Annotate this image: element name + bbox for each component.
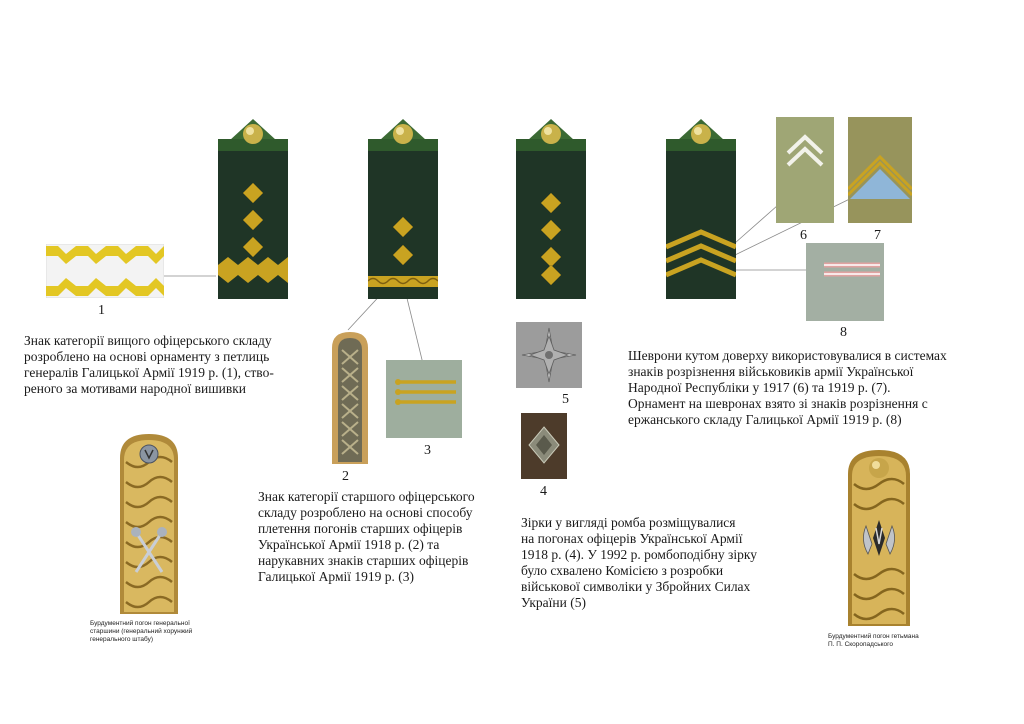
text-line: реного за мотивами народної вишивки xyxy=(24,381,246,396)
caption-right-line: Бурдументний погон гетьмана xyxy=(828,633,919,640)
text-stars xyxy=(521,515,781,611)
text-line: розроблено на основі орнаменту з петлиць xyxy=(24,349,270,364)
label-6: 6 xyxy=(800,228,807,243)
rhombus-star-4 xyxy=(521,413,567,479)
braided-board-general xyxy=(118,432,180,614)
shoulder-board-general xyxy=(218,117,288,299)
text-line: знаків розрізнення військовиків армії Української xyxy=(628,364,914,379)
shoulder-board-chevrons xyxy=(666,117,736,299)
text-line: плетення погонів старших офіцерів xyxy=(258,521,463,536)
text-line: нарукавних знаків старших офіцерів xyxy=(258,553,469,568)
chevron-patch-7 xyxy=(848,117,912,223)
text-line: 1918 р. (4). У 1992 р. ромбоподібну зірку xyxy=(521,547,757,562)
text-senior-general xyxy=(24,333,306,397)
shoulder-board-senior-officer xyxy=(368,117,438,299)
text-line: ержанського складу Галицької Армії 1919 р. (8) xyxy=(628,412,902,427)
text-line: Орнамент на шевронах взято зі знаків розрізнення с xyxy=(628,396,928,411)
text-line: військової символіки у Збройних Силах xyxy=(521,579,751,594)
label-1: 1 xyxy=(98,303,105,318)
label-2: 2 xyxy=(342,469,349,484)
sleeve-patch-3 xyxy=(386,360,462,438)
stripes-patch-8 xyxy=(806,243,884,321)
label-8: 8 xyxy=(840,325,847,340)
text-line: Народної Республіки у 1917 (6) та 1919 р. (7). xyxy=(628,380,891,395)
caption-right xyxy=(828,633,948,649)
label-3: 3 xyxy=(424,443,431,458)
text-line: Знак категорії вищого офіцерського складу xyxy=(24,333,272,348)
text-line: генералів Галицької Армії 1919 р. (1), ство- xyxy=(24,365,274,380)
shoulder-board-stars xyxy=(516,117,586,299)
text-line: Знак категорії старшого офіцерського xyxy=(258,489,475,504)
ornament-band-1 xyxy=(46,244,164,298)
text-chevrons xyxy=(628,348,982,428)
text-line: Шеврони кутом доверху використовувалися в системах xyxy=(628,348,947,363)
label-4: 4 xyxy=(540,484,547,499)
text-line: Зірки у вигляді ромба розміщувалися xyxy=(521,515,736,530)
braided-strap-2 xyxy=(330,330,370,464)
chevron-patch-6 xyxy=(776,117,834,223)
caption-left-line: генерального штабу) xyxy=(90,636,154,643)
text-line: України (5) xyxy=(521,595,586,610)
rhombus-star-5 xyxy=(516,322,582,388)
text-line: Української Армії 1918 р. (2) та xyxy=(258,537,440,552)
label-5: 5 xyxy=(562,392,569,407)
braided-board-hetman xyxy=(846,448,912,626)
label-7: 7 xyxy=(874,228,881,243)
text-line: на погонах офіцерів Української Армії xyxy=(521,531,743,546)
caption-left xyxy=(90,620,230,644)
text-line: було схвалено Комісією з розробки xyxy=(521,563,724,578)
text-line: складу розроблено на основі способу xyxy=(258,505,473,520)
text-senior-officer xyxy=(258,489,504,585)
caption-left-line: Бурдументний погон генеральної xyxy=(90,620,190,627)
caption-left-line: старшини (генеральний хорунжий xyxy=(90,628,193,635)
text-line: Галицької Армії 1919 р. (3) xyxy=(258,569,415,584)
caption-right-line: П. П. Скоропадського xyxy=(828,641,893,648)
